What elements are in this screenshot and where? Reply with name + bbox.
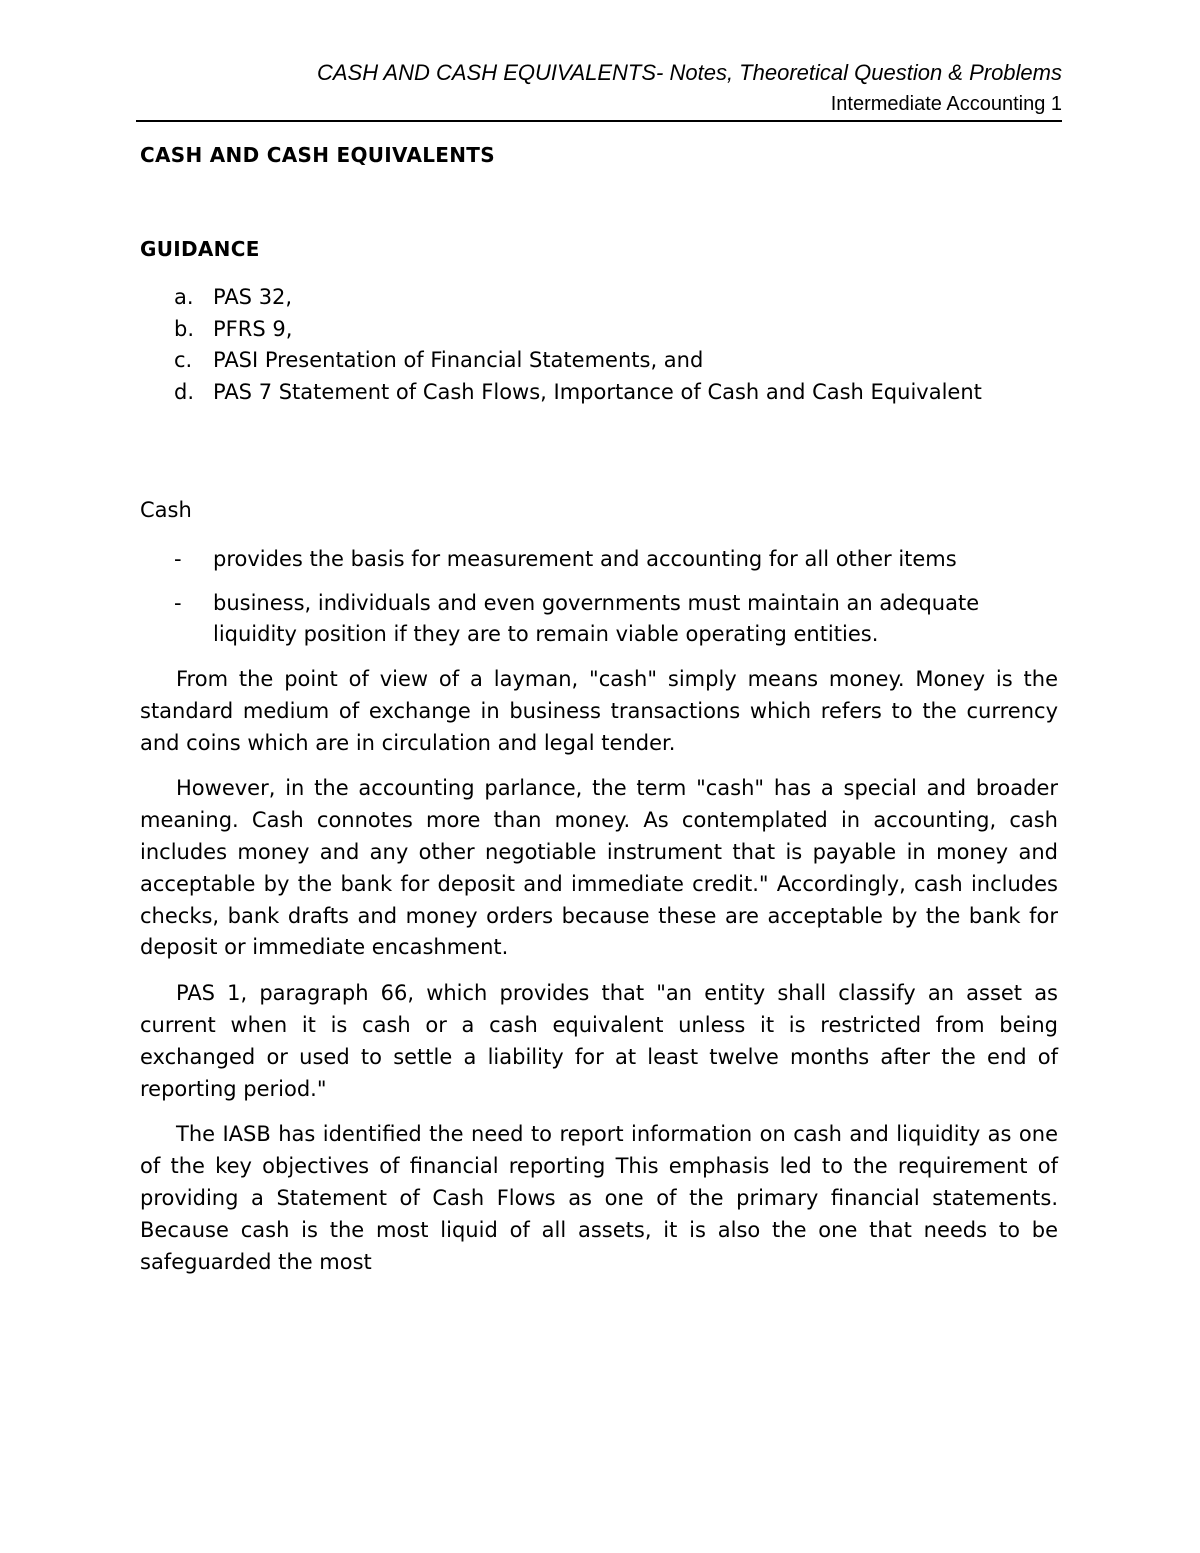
guidance-item	[140, 282, 1058, 314]
list-marker: a.	[174, 285, 194, 309]
guidance-item-text: PFRS 9,	[213, 316, 293, 341]
body-paragraph: PAS 1, paragraph 66, which provides that "an entity shall classify an asset as current when it is cash or a cash equivalent unless it is restricted from being exchanged or used to settle a liability for at least twelve months after the end of reporting period."	[140, 981, 1058, 1101]
header-title: CASH AND CASH EQUIVALENTS- Notes, Theoretical Question & Problems	[317, 60, 1062, 85]
header-divider	[136, 120, 1062, 122]
body-paragraph: However, in the accounting parlance, the term "cash" has a special and broader meaning. Cash connotes more than money. As contemplated in accounting, cash includes money and any other negotiable instrument that is payable in money and acceptable by the bank for deposit and immediate credit." Accordingly, cash includes checks, bank drafts and money orders because these are acceptable by the bank for deposit or immediate encashment.	[140, 776, 1058, 960]
body-paragraph: The IASB has identified the need to report information on cash and liquidity as one of the key objectives of financial reporting This emphasis led to the requirement of providing a Statement of Cash Flows as one of the primary financial statements. Because cash is the most liquid of all assets, it is also the one that needs to be safeguarded the most	[140, 1122, 1058, 1274]
guidance-list	[140, 282, 1058, 408]
cash-points-list	[140, 544, 1058, 663]
header-subtitle: Intermediate Accounting 1	[830, 93, 1062, 115]
guidance-item	[140, 377, 1058, 409]
page-header	[140, 58, 1062, 118]
document-title: CASH AND CASH EQUIVALENTS	[140, 143, 495, 167]
list-marker: c.	[174, 348, 193, 372]
list-marker: b.	[174, 316, 195, 341]
guidance-item-text: PAS 32,	[213, 285, 293, 309]
cash-point-text: provides the basis for measurement and accounting for all other items	[213, 547, 957, 571]
guidance-item	[140, 345, 1058, 377]
guidance-item-text: PASI Presentation of Financial Statements, and	[213, 348, 704, 372]
cash-point	[140, 544, 1058, 576]
cash-point	[140, 588, 1058, 651]
list-marker: d.	[174, 379, 195, 404]
document-page	[140, 0, 1062, 1553]
body-paragraph: From the point of view of a layman, "cash" simply means money. Money is the standard medium of exchange in business transactions which refers to the currency and coins which are in circulation and legal tender.	[140, 667, 1058, 755]
list-marker: -	[174, 547, 182, 571]
cash-point-text: business, individuals and even governments must maintain an adequate liquidity position if they are to remain viable operating entities.	[213, 590, 980, 646]
cash-label: Cash	[140, 498, 192, 522]
guidance-heading: GUIDANCE	[140, 237, 260, 261]
guidance-item	[140, 314, 1058, 346]
guidance-item-text: PAS 7 Statement of Cash Flows, Importance of Cash and Cash Equivalent	[213, 379, 982, 404]
list-marker: -	[174, 590, 182, 615]
body-text	[140, 664, 1058, 1292]
